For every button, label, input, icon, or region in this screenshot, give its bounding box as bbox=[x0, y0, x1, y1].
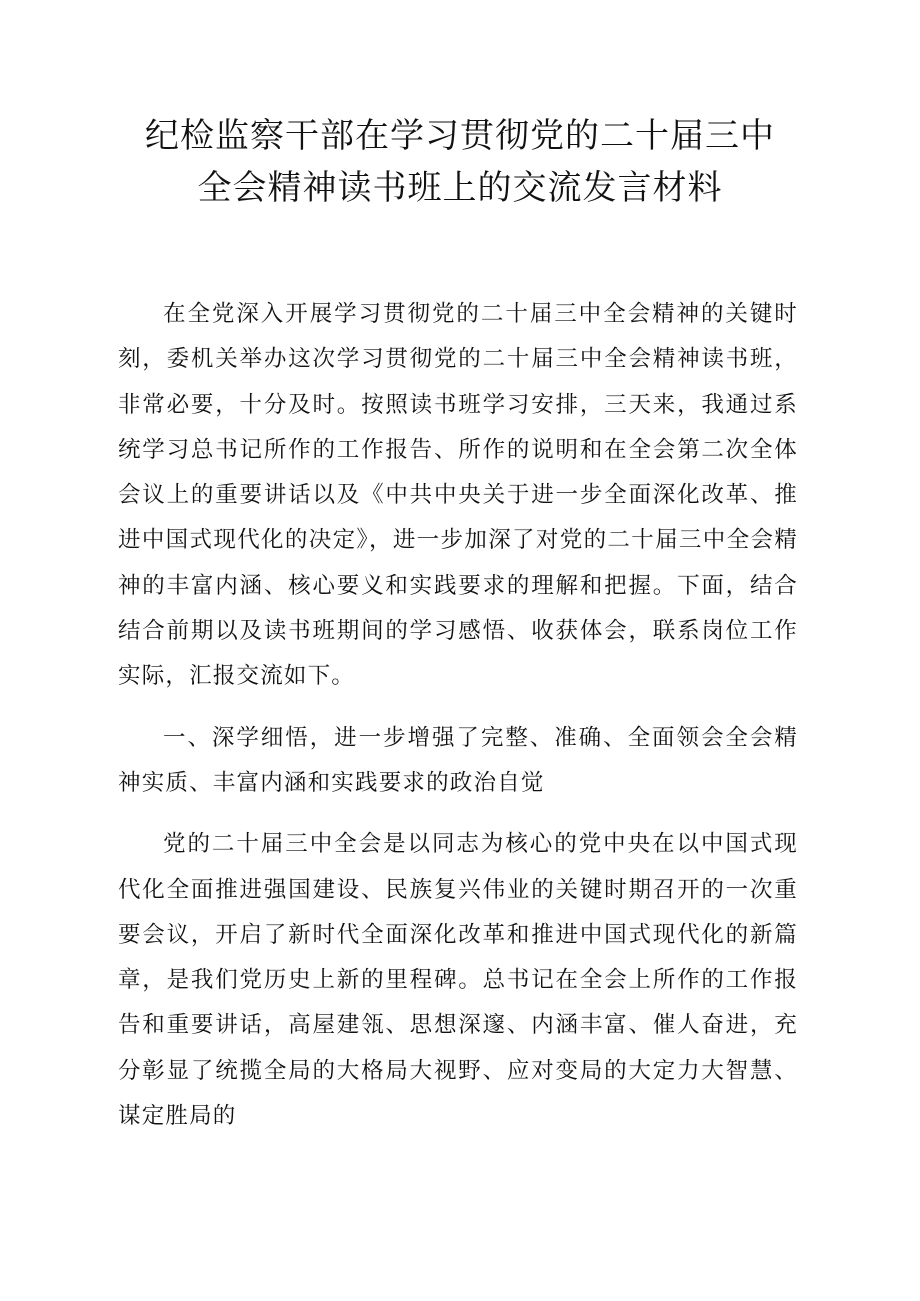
document-title bbox=[100, 110, 820, 214]
paragraph-section-1: 党的二十届三中全会是以同志为核心的党中央在以中国式现代化全面推进强国建设、民族复兴伟业的关键时期召开的一次重要会议，开启了新时代全面深化改革和推进中国式现代化的新篇章，是我们党历史上新的里程碑。总书记在全会上所作的工作报告和重要讲话，高屋建瓴、思想深邃、内涵丰富、催人奋进，充分彰显了统揽全局的大格局大视野、应对变局的大定力大智慧、谋定胜局的 bbox=[118, 831, 798, 1130]
title-line-2: 全会精神读书班上的交流发言材料 bbox=[197, 168, 723, 208]
section-heading-1: 一、深学细悟，进一步增强了完整、准确、全面领会全会精神实质、丰富内涵和实践要求的政治自觉 bbox=[118, 724, 798, 796]
document-body bbox=[118, 292, 798, 1139]
paragraph-intro: 在全党深入开展学习贯彻党的二十届三中全会精神的关键时刻，委机关举办这次学习贯彻党的二十届三中全会精神读书班，非常必要，十分及时。按照读书班学习安排，三天来，我通过系统学习总书记所作的工作报告、所作的说明和在全会第二次全体会议上的重要讲话以及《中共中央关于进一步全面深化改革、推进中国式现代化的决定》，进一步加深了对党的二十届三中全会精神的丰富内涵、核心要义和实践要求的理解和把握。下面，结合结合前期以及读书班期间的学习感悟、收获体会，联系岗位工作实际，汇报交流如下。 bbox=[118, 301, 798, 690]
title-line-1: 纪检监察干部在学习贯彻党的二十届三中 bbox=[145, 116, 775, 156]
